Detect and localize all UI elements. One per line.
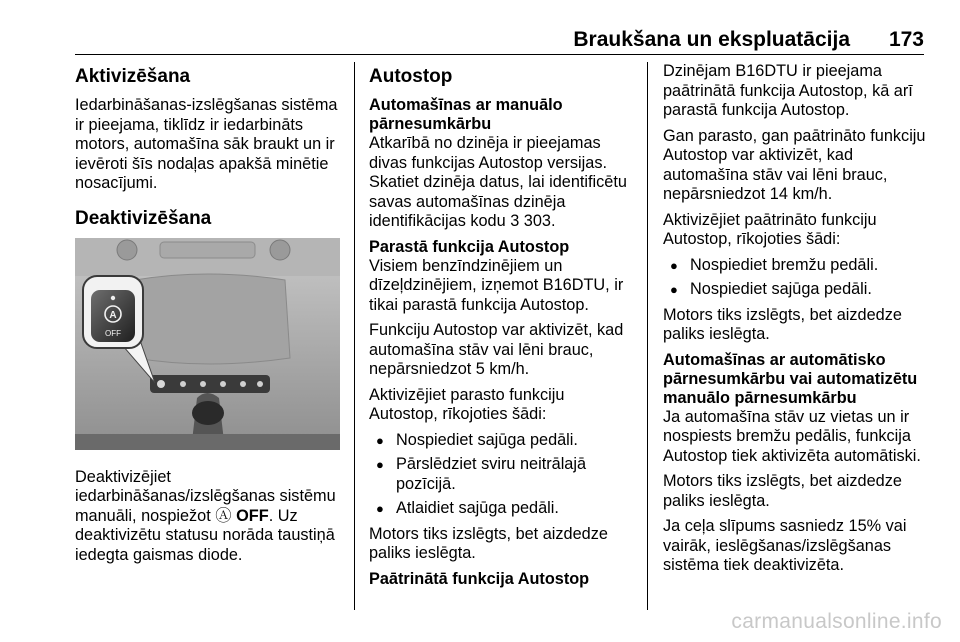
heading-automatic-transmission: Automašīnas ar automātisko pārnesumkārbu vai automatizētu manuālo pārnesumkārbu bbox=[663, 350, 918, 407]
list-item: ● Nospiediet sajūga pedāli. bbox=[663, 280, 933, 300]
column-divider-2 bbox=[647, 62, 648, 610]
photo-button-label: OFF bbox=[105, 328, 121, 338]
heading-normal-autostop: Parastā funkcija Autostop bbox=[369, 237, 570, 256]
heading-accelerated-autostop: Paātrinātā funkcija Autostop bbox=[369, 569, 590, 588]
paragraph-accel-4: Motors tiks izslēgts, bet aizdedze paliks ieslēgta. bbox=[663, 305, 902, 343]
heading-autostop: Autostop bbox=[369, 66, 453, 87]
accel-steps-list bbox=[663, 256, 933, 300]
paragraph-manual: Atkarībā no dzinēja ir pieejamas divas funkcijas Autostop versijas. Skatiet dzinēja datus, lai identificētu savas automašīnas dzinēja identifikācijas kodu 3 303. bbox=[369, 134, 627, 230]
heading-activation: Aktivizēšana bbox=[75, 66, 191, 87]
header-title: Braukšana un ekspluatācija bbox=[573, 28, 850, 51]
list-item: ● Pārslēdziet sviru neitrālajā pozīcijā. bbox=[369, 455, 634, 494]
paragraph-auto-1: Ja automašīna stāv uz vietas un ir nospiests bremžu pedālis, funkcija Autostop tiek aktivizēta automātiski. bbox=[663, 407, 921, 465]
heading-deactivation: Deaktivizēšana bbox=[75, 207, 212, 229]
column-1 bbox=[75, 62, 340, 571]
paragraph-accel-1: Dzinējam B16DTU ir pieejama paātrinātā funkcija Autostop, kā arī parastā funkcija Autostop. bbox=[663, 62, 913, 119]
paragraph-deactivation: Deaktivizējiet iedarbināšanas/izslēgšanas sistēmu manuāli, nospiežot Ⓐ OFF. Uz deaktivizētu statusu norāda taustiņā iedegta gaismas diode. bbox=[75, 467, 336, 564]
paragraph-auto-2: Motors tiks izslēgts, bet aizdedze paliks ieslēgta. bbox=[663, 472, 902, 510]
normal-steps-list bbox=[369, 431, 634, 519]
paragraph-activation: Iedarbināšanas-izslēgšanas sistēma ir pieejama, tiklīdz ir iedarbināts motors, automašīna sāk braukt un ir ievēroti šīs nodaļas apakšā minētie nosacījumi. bbox=[75, 96, 338, 192]
paragraph-normal-2: Funkciju Autostop var aktivizēt, kad automašīna stāv vai lēni brauc, nepārsniedzot 5 km/h. bbox=[369, 321, 624, 378]
heading-manual-transmission: Automašīnas ar manuālo pārnesumkārbu bbox=[369, 96, 563, 133]
paragraph-normal-1: Visiem benzīndzinējiem un dīzeļdzinējiem, izņemot B16DTU, ir tikai parastā funkcija Autostop. bbox=[369, 256, 624, 314]
page-number: 173 bbox=[888, 28, 924, 51]
paragraph-normal-4: Motors tiks izslēgts, bet aizdedze paliks ieslēgta. bbox=[369, 524, 608, 562]
reference-arrow-icon: 3 bbox=[510, 212, 520, 230]
paragraph-accel-2: Gan parasto, gan paātrināto funkciju Autostop var aktivizēt, kad automašīna stāv vai lēni brauc, nepārsniedzot 14 km/h. bbox=[663, 126, 926, 203]
paragraph-auto-3: Ja ceļa slīpums sasniedz 15% vai vairāk, ieslēgšanas/izslēgšanas sistēma tiek deaktivizēta. bbox=[663, 517, 907, 574]
list-item: ● Nospiediet bremžu pedāli. bbox=[663, 256, 933, 276]
paragraph-accel-3: Aktivizējiet paātrināto funkciju Autostop, rīkojoties šādi: bbox=[663, 210, 877, 248]
list-item: ● Nospiediet sajūga pedāli. bbox=[369, 431, 634, 451]
column-3 bbox=[663, 62, 933, 582]
header-rule bbox=[75, 54, 924, 55]
column-2 bbox=[369, 62, 634, 589]
dashboard-photo bbox=[75, 238, 340, 450]
paragraph-normal-3: Aktivizējiet parasto funkciju Autostop, rīkojoties šādi: bbox=[369, 385, 565, 423]
page-header bbox=[0, 0, 960, 56]
svg-text:A: A bbox=[109, 309, 117, 321]
autostop-icon: Ⓐ bbox=[215, 506, 232, 525]
column-divider-1 bbox=[354, 62, 355, 610]
list-item: ● Atlaidiet sajūga pedāli. bbox=[369, 499, 634, 519]
watermark: carmanualsonline.info bbox=[731, 610, 942, 633]
